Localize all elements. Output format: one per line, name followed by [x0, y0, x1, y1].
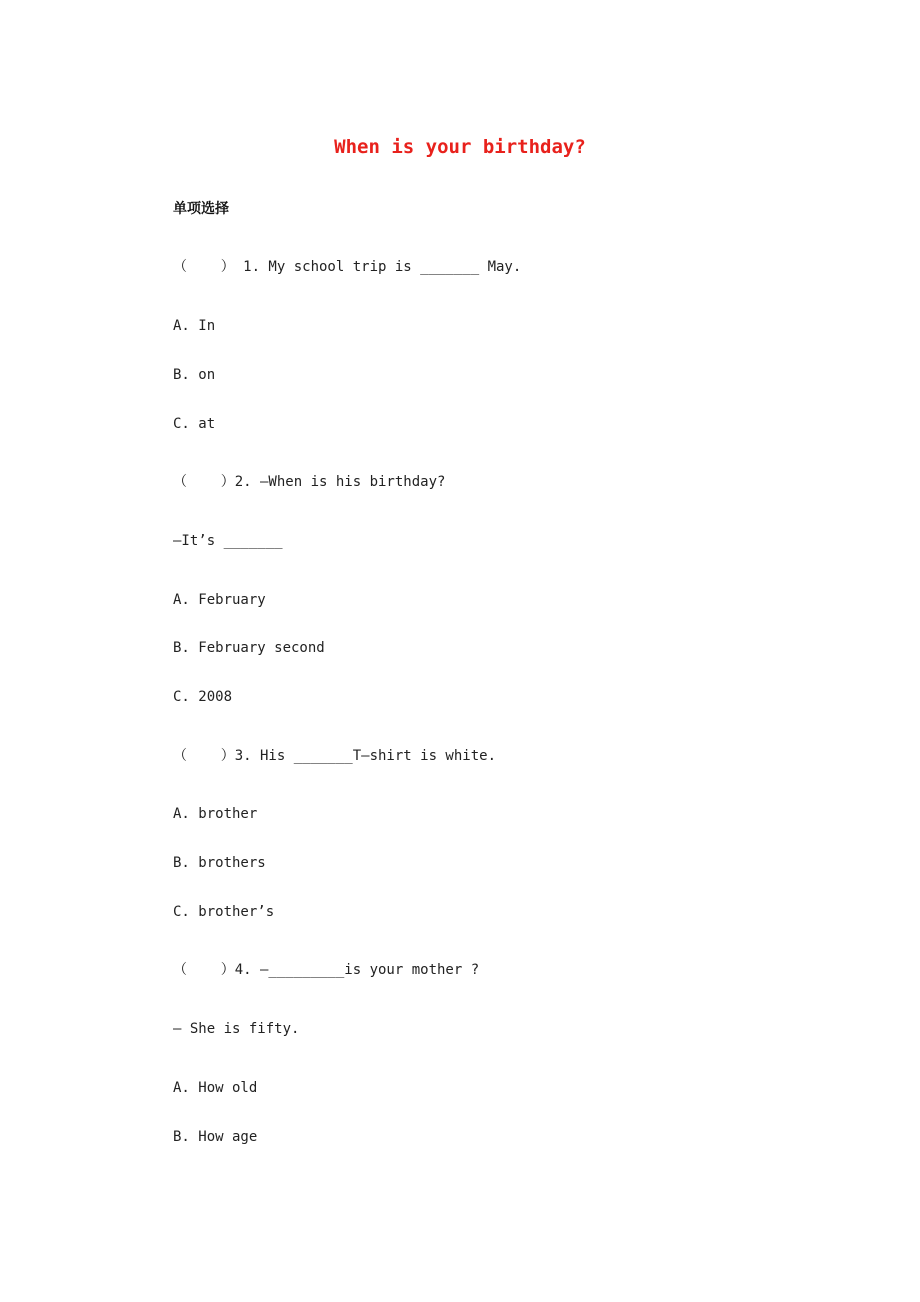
question-4-reply: — She is fifty. — [173, 1021, 300, 1037]
document-title: When is your birthday? — [334, 136, 586, 158]
question-1-option-b: B. on — [173, 367, 216, 383]
question-3-option-a: A. brother — [173, 806, 258, 822]
question-4-option-b: B. How age — [173, 1129, 258, 1145]
question-4-stem: （ ）4. —_________is your mother ? — [173, 962, 480, 978]
question-3-option-b: B. brothers — [173, 855, 266, 871]
question-4-option-a: A. How old — [173, 1080, 258, 1096]
question-2-stem: （ ）2. —When is his birthday? — [173, 474, 446, 490]
question-1-option-c: C. at — [173, 416, 216, 432]
question-1-stem: （ ） 1. My school trip is _______ May. — [173, 259, 522, 275]
section-heading: 单项选择 — [173, 201, 229, 217]
question-2-reply: —It’s _______ — [173, 533, 283, 549]
question-2-option-a: A. February — [173, 592, 266, 608]
question-1-option-a: A. In — [173, 318, 216, 334]
question-3-stem: （ ）3. His _______T—shirt is white. — [173, 748, 497, 764]
question-3-option-c: C. brother’s — [173, 904, 275, 920]
question-2-option-b: B. February second — [173, 640, 325, 656]
question-2-option-c: C. 2008 — [173, 689, 233, 705]
